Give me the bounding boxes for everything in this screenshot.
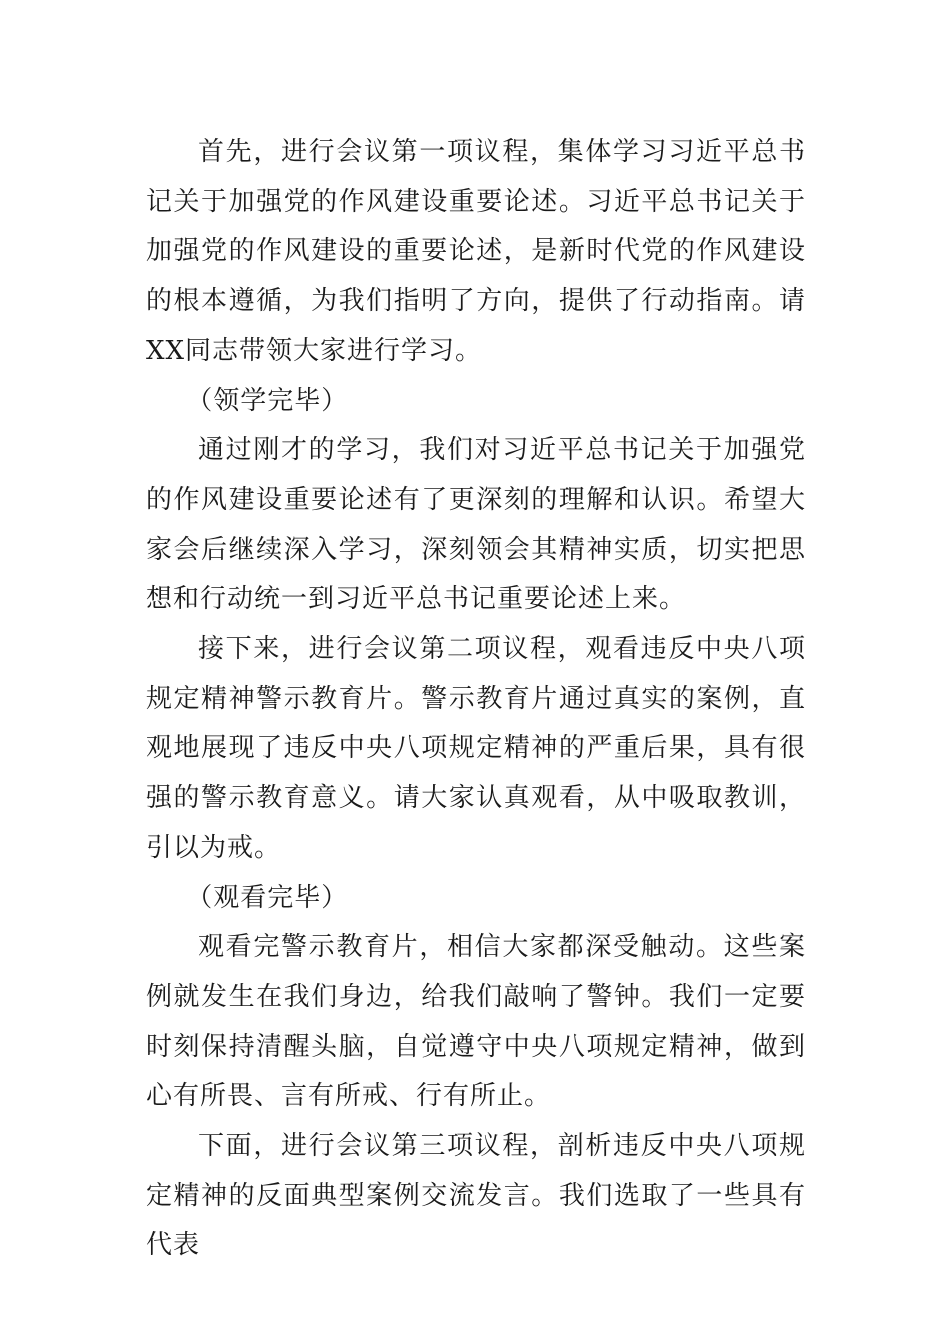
document-body — [146, 128, 806, 1271]
paragraph-study-summary: 通过刚才的学习，我们对习近平总书记关于加强党的作风建设重要论述有了更深刻的理解和认识。希望大家会后继续深入学习，深刻领会其精神实质，切实把思想和行动统一到习近平总书记重要论述上来。 — [146, 435, 806, 615]
stage-note-study-complete: （领学完毕） — [186, 385, 349, 416]
paragraph-agenda-two: 接下来，进行会议第二项议程，观看违反中央八项规定精神警示教育片。警示教育片通过真实的案例，直观地展现了违反中央八项规定精神的严重后果，具有很强的警示教育意义。请大家认真观看，从中吸取教训，引以为戒。 — [146, 634, 806, 863]
paragraph-agenda-one: 首先，进行会议第一项议程，集体学习习近平总书记关于加强党的作风建设重要论述。习近平总书记关于加强党的作风建设的重要论述，是新时代党的作风建设的根本遵循，为我们指明了方向，提供了行动指南。请XX同志带领大家进行学习。 — [146, 137, 806, 366]
paragraph-agenda-three: 下面，进行会议第三项议程，剖析违反中央八项规定精神的反面典型案例交流发言。我们选取了一些具有代表 — [146, 1131, 806, 1261]
stage-note-viewing-complete: （观看完毕） — [186, 882, 349, 913]
paragraph-viewing-summary: 观看完警示教育片，相信大家都深受触动。这些案例就发生在我们身边，给我们敲响了警钟。我们一定要时刻保持清醒头脑，自觉遵守中央八项规定精神，做到心有所畏、言有所戒、行有所止。 — [146, 932, 806, 1112]
